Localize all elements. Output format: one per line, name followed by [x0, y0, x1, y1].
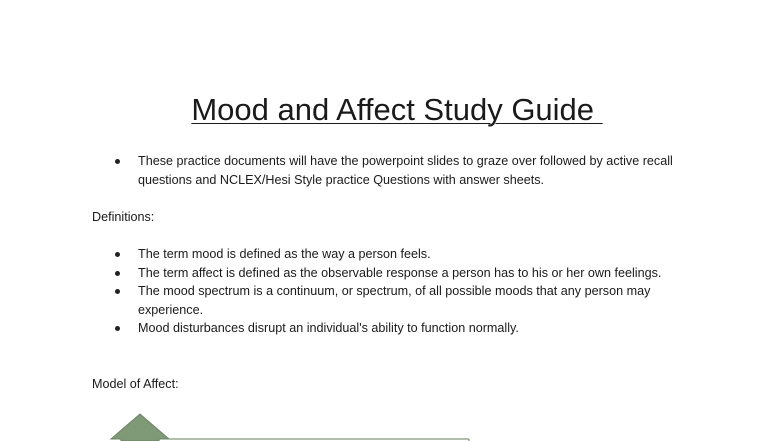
model-of-affect-diagram [110, 410, 480, 441]
list-item-text: These practice documents will have the powerpoint slides to graze over followed by active recall questions and NCLEX/Hesi Style practice Questions with answer sheets. [138, 154, 673, 187]
bullet-icon [115, 289, 120, 294]
up-arrow-icon [111, 414, 169, 441]
list-item-text: Mood disturbances disrupt an individual's ability to function normally. [138, 321, 519, 335]
definitions-heading: Definitions: [92, 210, 155, 224]
list-item [0, 282, 698, 319]
bullet-icon [115, 159, 120, 164]
definitions-list [0, 245, 698, 338]
bullet-icon [115, 252, 120, 257]
list-item-text: The mood spectrum is a continuum, or spectrum, of all possible moods that any person may experience. [138, 284, 651, 317]
list-item-text: The term mood is defined as the way a person feels. [138, 247, 431, 261]
bullet-icon [115, 326, 120, 331]
document-title: Mood and Affect Study Guide [191, 92, 603, 127]
list-item [0, 319, 698, 338]
list-item [0, 245, 698, 264]
list-item [0, 264, 698, 283]
bullet-icon [115, 271, 120, 276]
intro-bullet-list [0, 152, 698, 189]
list-item [0, 152, 698, 189]
list-item-text: The term affect is defined as the observable response a person has to his or her own feelings. [138, 265, 662, 280]
model-of-affect-heading: Model of Affect: [92, 377, 179, 391]
